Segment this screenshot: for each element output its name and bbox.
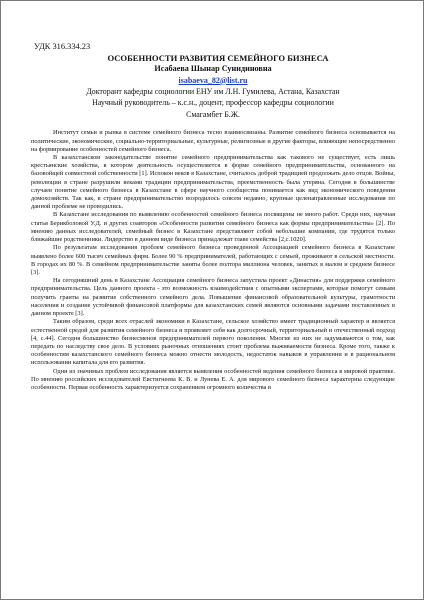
body-paragraph: Одни из значимых проблем исследования является выявления особенностей ведения семейного бизнеса в мировой практике. По мнению российских исследователей Евстигнеева К. В. и Лунева Е. А. для мирового семейного бизнеса характерны следующие особенности. Первая особенность характеризуется сохранением огромного количества в [31,367,395,392]
body-paragraph: В казахстанском законодательстве понятие семейного предпринимательства как такового не существует, есть лишь крестьянские хозяйства, в котором деятельность осуществляется в форме семейного предпринимательства, основанного на базовойщей совместной собственности [1]. Испокон веков в Казахстане, считалось доброй традицией продолжать дело отцов. Войны, революции в стране разрушили веками традиции предпринимательства, преемственность была утеряна. Сегодня в большинстве случаев понятие семейного бизнеса в Казахстане в сфере научного сообщества понимается как вид экономического поведения домохозяйств. Так как, в стране предпринимательство возродилось совсем недавно, крупные целенаправленные исследования по данной проблеме не проводились. [31,153,395,211]
body-paragraph: Таким образом, среди всех отраслей экономики в Казахстане, сельское хозяйство имеет традиционный характер и является естественной средой для развития семейного бизнеса и проявляет себя как долгосрочный, территориальный и отечественный подход [4, с.44]. Сегодня большинство бизнесменов предпринимателей первого поколения. Многие из них не задумываются о том, как передать по наследству свое дело. В условиях рыночных отношениях стоит проблема выживаемости бизнеса. Кроме того, также к особенностям казахстанского семейного бизнеса можно отнести молодость, недостаток навыков в управлении и в рациональном использовании капитала для его развития. [31,318,395,367]
udk-code: УДК 316.334.23 [34,42,91,51]
spacer [31,120,395,129]
body-paragraph: Институт семьи и рынка в системе семейного бизнеса тесно взаимосвязаны. Развитие семейного бизнеса основывается на политические, экономические, социально-территориальные, культурные, религиозные и другие факторы, влияющие непосредственно на формирование особенностей семейного бизнеса. [31,129,395,153]
affiliation-line-1: Докторант кафедры социологии ЕНУ им Л.Н. Гумилева, Астана, Казахстан [86,86,340,96]
author-name: Исабаева Шынар Сунидиновна [154,64,272,73]
affiliation-line-2: Научный руководитель – к.с.н., доцент, профессор кафедры социологии [92,98,334,108]
affiliation-line-3: Смагамбет Б.Ж. [186,109,240,119]
author-email-link[interactable]: isabaeva_82@list.ru [178,75,248,85]
article-title: ОСОБЕННОСТИ РАЗВИТИЯ СЕМЕЙНОГО БИЗНЕСА [107,53,329,63]
body-paragraph: В Казахстане исследования по выявлению особенностей семейного бизнеса посвящены не много работ. Среди них, научная статья Берикболовой У.Д. и других соавторов «Особенности развития семейного бизнеса как формы предпринимательства» [2]. По мнению данных исследователей, семейный бизнес в Казахстане представляют собой небольшие компании, где трудятся только ближайшие родственники. Лидерство в данном виде бизнеса принадлежат главе семейства [2,с.1020]. [31,211,395,244]
page-content [31,41,395,392]
article-body [31,129,395,392]
body-paragraph: По результатам исследования проблем семейного бизнеса проведенной Ассоциацией семейного бизнеса в Казахстане выявлено более 600 тысяч семейных фирм. Более 90 % предпринимателей, работающих с семьей, проживают в сельской местности. В городах их 80 %. В семейном предпринимательстве заняты более полтора миллиона человек, занятых в малом и среднем бизнесе [3]. [31,244,395,276]
body-paragraph: На сегодняшний день в Казахстане Ассоциация семейного бизнеса запустила проект «Династия» для поддержки семейного предпринимательства. Цель данного проекта - это возможность взаимодействия с опытными экспертами, которые помогут семьям получить гранты на развитие собственного семейного дела. Повышение финансовой образовательной культуры, грамотности населения и создание устойчивой финансовой платформы для казахстанских семей являются основными задачами поставленных в данном проекте [3]. [31,277,395,318]
